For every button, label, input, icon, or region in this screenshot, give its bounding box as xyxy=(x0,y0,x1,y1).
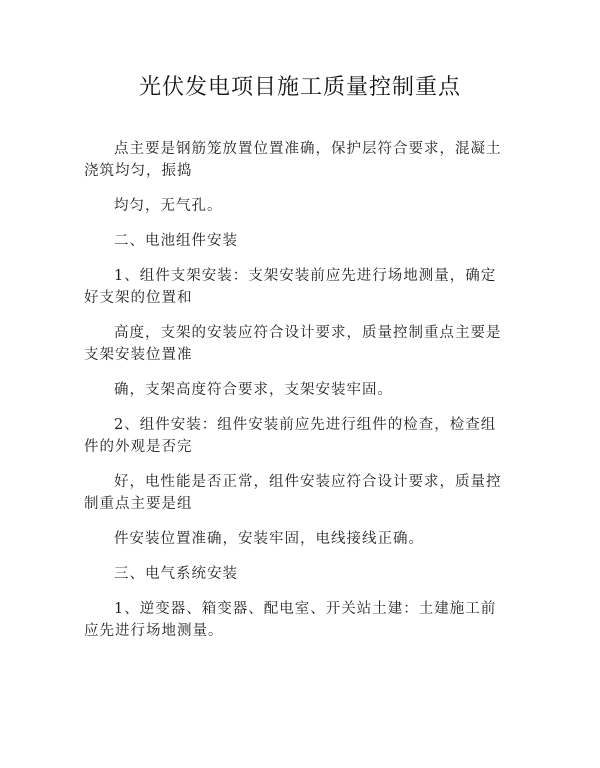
section-heading: 三、电气系统安装 xyxy=(114,566,238,582)
paragraph-line: 1、组件支架安装：支架安装前应先进行场地测量，确定 xyxy=(114,268,497,284)
document-title: 光伏发电项目施工质量控制重点 xyxy=(138,75,461,100)
document-body xyxy=(84,138,524,642)
paragraph-line: 浇筑均匀，振捣 xyxy=(84,163,193,179)
paragraph-line: 1、逆变器、箱变器、配电室、开关站土建：土建施工前 xyxy=(114,601,497,617)
paragraph-line: 确，支架高度符合要求，支架安装牢固。 xyxy=(114,382,393,398)
section-heading: 二、电池组件安装 xyxy=(114,233,238,249)
paragraph-line: 2、组件安装：组件安装前应先进行组件的检查，检查组 xyxy=(114,417,497,433)
paragraph-line: 件安装位置准确，安装牢固，电线接线正确。 xyxy=(114,531,424,547)
paragraph-line: 应先进行场地测量。 xyxy=(84,623,224,639)
paragraph-line: 好支架的位置和 xyxy=(84,290,193,306)
paragraph-line: 件的外观是否完 xyxy=(84,439,193,455)
paragraph-line: 高度，支架的安装应符合设计要求，质量控制重点主要是 xyxy=(114,325,502,341)
paragraph-line: 好，电性能是否正常，组件安装应符合设计要求，质量控 xyxy=(114,474,502,490)
paragraph-line: 支架安装位置准 xyxy=(84,347,193,363)
paragraph-line: 制重点主要是组 xyxy=(84,496,193,512)
paragraph-line: 均匀，无气孔。 xyxy=(114,198,223,214)
paragraph-line: 点主要是钢筋笼放置位置准确，保护层符合要求，混凝土 xyxy=(114,141,502,157)
